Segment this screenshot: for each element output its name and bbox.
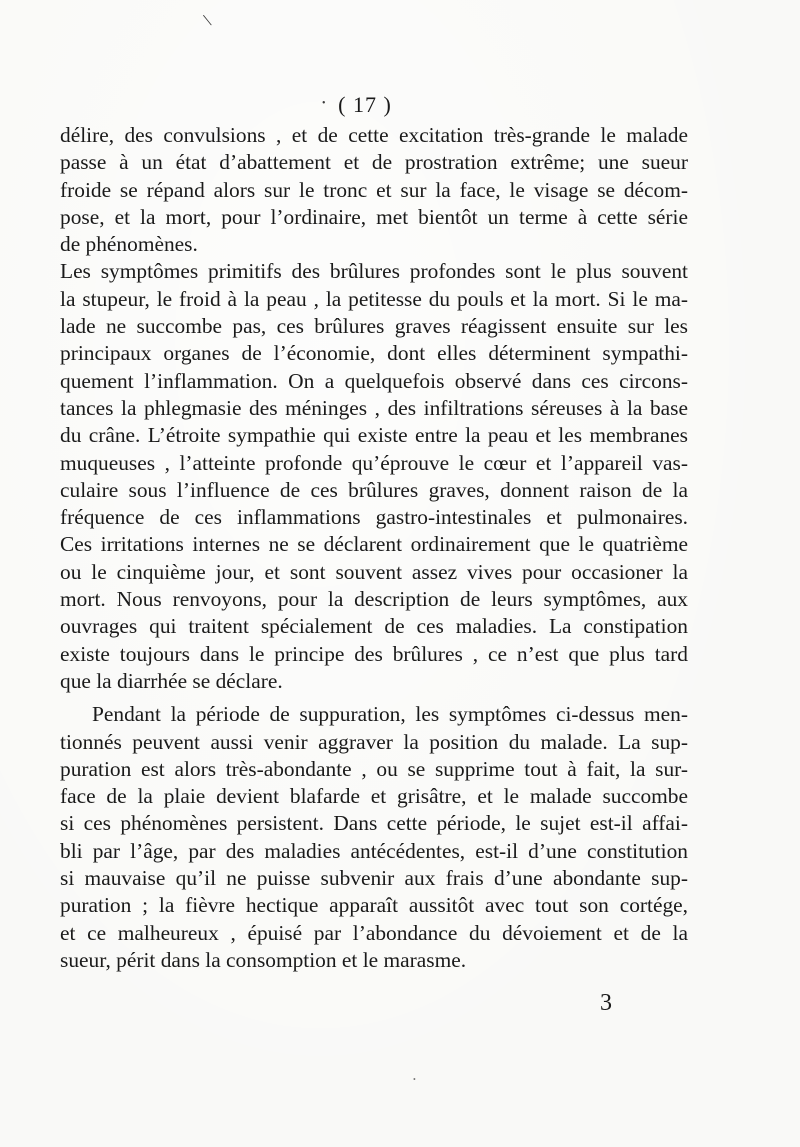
text-line: tances la phlegmasie des méninges , des infiltrations séreuses à la base [60, 395, 688, 420]
text-line: la stupeur, le froid à la peau , la petitesse du pouls et la mort. Si le ma- [60, 286, 688, 311]
text-line: mort. Nous renvoyons, pour la description de leurs symptômes, aux [60, 587, 688, 612]
text-line: Ces irritations internes ne se déclarent ordinairement que le quatrième [60, 532, 688, 557]
text-line: face de la plaie devient blafarde et grisâtre, et le malade succombe [60, 784, 688, 809]
text-line: Les symptômes primitifs des brûlures profondes sont le plus souvent [60, 259, 688, 284]
text-line: que la diarrhée se déclare. [60, 668, 283, 693]
text-line: passe à un état d’abattement et de prostration extrême; une sueur [60, 150, 688, 175]
stray-ink-dot: • [322, 98, 326, 109]
text-line: fréquence de ces inflammations gastro-intestinales et pulmonaires. [60, 505, 688, 530]
stray-ink-mark: \ [201, 9, 214, 31]
text-line: muqueuses , l’atteinte profonde qu’éprouve le cœur et l’appareil vas- [60, 450, 688, 475]
stray-ink-dot: • [413, 1075, 416, 1084]
text-line: délire, des convulsions , et de cette excitation très-grande le malade [60, 123, 688, 147]
text-line: de phénomènes. [60, 232, 198, 257]
text-line: puration est alors très-abondante , ou se supprime tout à fait, la sur- [60, 756, 688, 781]
text-line: quement l’inflammation. On a quelquefois observé dans ces circons- [60, 368, 688, 393]
text-line: pose, et la mort, pour l’ordinaire, met bientôt un terme à cette série [60, 204, 688, 229]
page-number: ( 17 ) [338, 92, 392, 117]
text-line: bli par l’âge, par des maladies antécédentes, est-il d’une constitution [60, 838, 688, 863]
text-line: si mauvaise qu’il ne puisse subvenir aux frais d’une abondante sup- [60, 866, 688, 891]
text-line: du crâne. L’étroite sympathie qui existe entre la peau et les membranes [60, 423, 688, 448]
text-line: sueur, périt dans la consomption et le marasme. [60, 947, 467, 972]
text-line: lade ne succombe pas, ces brûlures graves réagissent ensuite sur les [60, 314, 688, 339]
signature-mark: 3 [600, 990, 612, 1016]
text-line: puration ; la fièvre hectique apparaît aussitôt avec tout son cortége, [60, 893, 688, 918]
text-line: et ce malheureux , épuisé par l’abondance du dévoiement et de la [60, 920, 688, 945]
paragraph-3 [60, 701, 688, 974]
text-line: si ces phénomènes persistent. Dans cette période, le sujet est-il affai- [60, 811, 688, 836]
text-line: principaux organes de l’économie, dont elles déterminent sympathi- [60, 341, 688, 366]
text-line: tionnés peuvent aussi venir aggraver la position du malade. La sup- [60, 729, 688, 754]
paragraph-2 [60, 258, 688, 695]
body-text [60, 122, 688, 974]
paragraph-1 [60, 122, 688, 258]
text-line: froide se répand alors sur le tronc et sur la face, le visage se décom- [60, 177, 688, 202]
text-line: ou le cinquième jour, et sont souvent assez vives pour occasioner la [60, 559, 688, 584]
text-line: culaire sous l’influence de ces brûlures graves, donnent raison de la [60, 477, 688, 502]
text-line: existe toujours dans le principe des brûlures , ce n’est que plus tard [60, 641, 688, 666]
text-line: ouvrages qui traitent spécialement de ces maladies. La constipation [60, 614, 688, 639]
text-line: Pendant la période de suppuration, les symptômes ci-dessus men- [92, 702, 688, 727]
